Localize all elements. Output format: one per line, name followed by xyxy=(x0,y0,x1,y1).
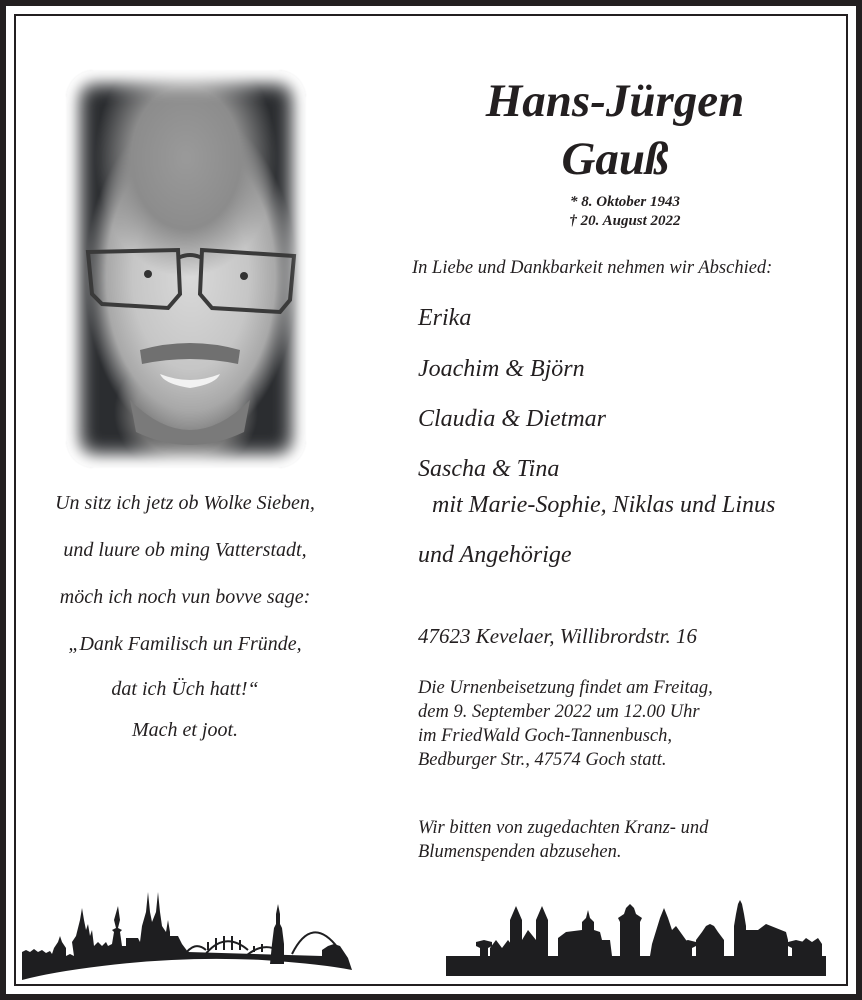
birth-date: * 8. Oktober 1943 xyxy=(570,194,680,210)
mourner-line: Erika xyxy=(418,305,472,331)
deceased-last-name: Gauß xyxy=(561,133,669,185)
poem-line: Un sitz ich jetz ob Wolke Sieben, xyxy=(55,492,315,514)
mourner-relatives-line: und Angehörige xyxy=(418,542,572,568)
flower-notice-line: Blumenspenden abzusehen. xyxy=(418,842,622,862)
burial-notice-line: Die Urnenbeisetzung findet am Freitag, xyxy=(418,678,713,698)
poem-line: Mach et joot. xyxy=(131,719,239,741)
portrait-glasses-detail xyxy=(84,244,300,324)
farewell-intro: In Liebe und Dankbarkeit nehmen wir Abschied: xyxy=(412,258,773,278)
poem-line: und luure ob ming Vatterstadt, xyxy=(63,539,307,561)
kevelaer-skyline-icon xyxy=(446,900,830,980)
mourner-line: Joachim & Björn xyxy=(418,356,585,382)
burial-notice-line: Bedburger Str., 47574 Goch statt. xyxy=(418,750,667,770)
burial-notice-line: im FriedWald Goch-Tannenbusch, xyxy=(418,726,673,746)
flower-notice-line: Wir bitten von zugedachten Kranz- und xyxy=(418,818,709,838)
mourner-children-line: mit Marie-Sophie, Niklas und Linus xyxy=(432,492,776,518)
poem-line: „Dank Familisch un Fründe, xyxy=(68,633,302,655)
burial-notice-line: dem 9. September 2022 um 12.00 Uhr xyxy=(418,702,700,722)
death-date: † 20. August 2022 xyxy=(569,213,681,229)
poem-line: dat ich Üch hatt!“ xyxy=(111,678,259,700)
portrait-beard-detail xyxy=(120,340,260,450)
poem-line: möch ich noch vun bovve sage: xyxy=(59,586,311,608)
family-address: 47623 Kevelaer, Willibrordstr. 16 xyxy=(418,624,698,648)
mourner-line: Claudia & Dietmar xyxy=(418,406,607,432)
mourner-line: Sascha & Tina xyxy=(418,456,560,482)
deceased-first-name: Hans-Jürgen xyxy=(485,75,745,127)
cologne-skyline-icon xyxy=(22,884,352,984)
